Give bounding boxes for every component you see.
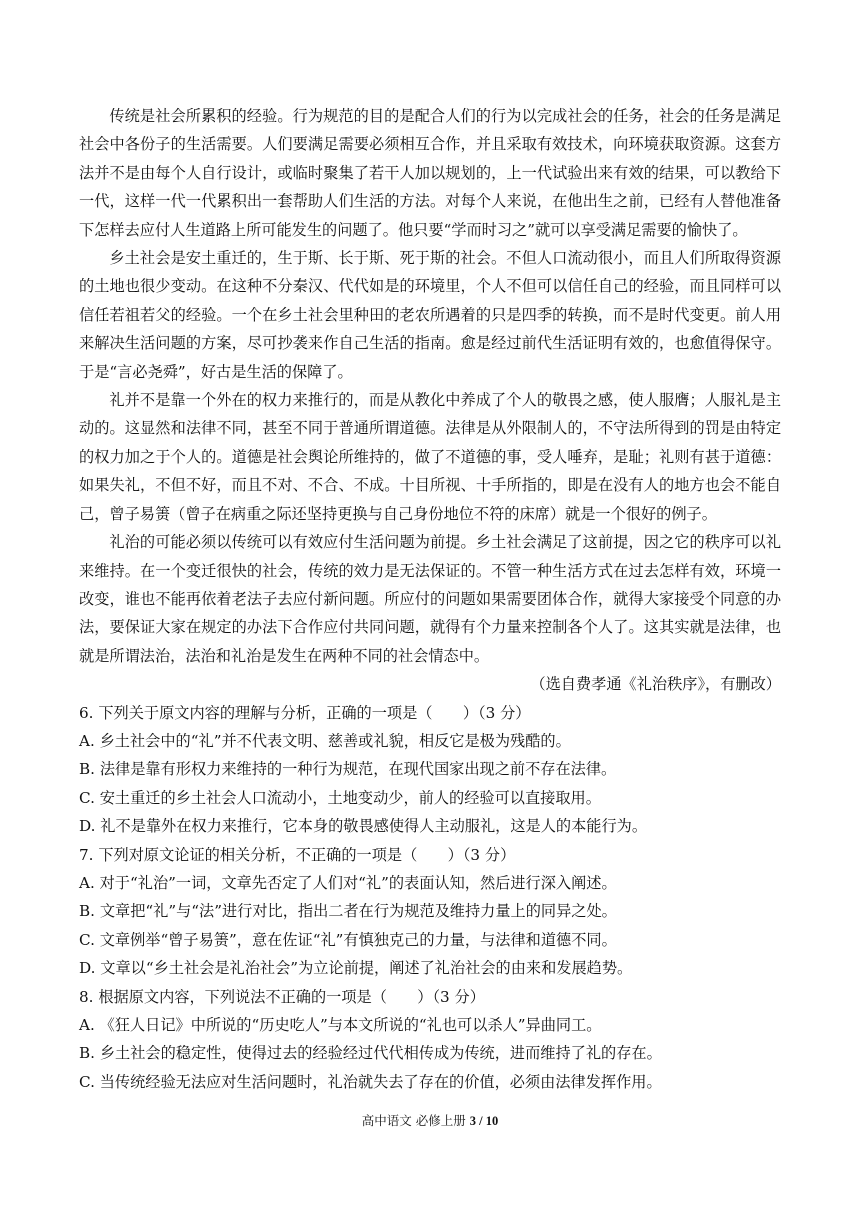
page-content [79, 102, 781, 1096]
question-6 [79, 699, 781, 841]
question-stem: 7. 下列对原文论证的相关分析，不正确的一项是（ ）（3 分） [79, 845, 516, 864]
option-b: B. 乡土社会的稳定性，使得过去的经验经过代代相传成为传统，进而维持了礼的存在。 [79, 1044, 662, 1063]
option-c: C. 当传统经验无法应对生活问题时，礼治就失去了存在的价值，必须由法律发挥作用。 [79, 1072, 662, 1091]
page-footer [0, 1111, 860, 1131]
question-8 [79, 983, 781, 1097]
option-d: D. 文章以“乡土社会是礼治社会”为立论前提，阐述了礼治社会的由来和发展趋势。 [79, 959, 633, 978]
option-d: D. 礼不是靠外在权力来推行，它本身的敬畏感使得人主动服礼，这是人的本能行为。 [79, 817, 648, 836]
option-c: C. 安土重迁的乡土社会人口流动小，土地变动少，前人的经验可以直接取用。 [79, 788, 601, 807]
passage-paragraph-2: 乡土社会是安土重迁的，生于斯、长于斯、死于斯的社会。不但人口流动很小，而且人们所取得资源的土地也很少变动。在这种不分秦汉、代代如是的环境里，个人不但可以信任自己的经验，而且同样可以信任若祖若父的经验。一个在乡土社会里种田的老农所遇着的只是四季的转换，而不是时代变更。前人用来解决生活问题的方案，尽可抄袭来作自己生活的指南。愈是经过前代生活证明有效的，也愈值得保守。于是“言必尧舜”，好古是生活的保障了。 [79, 249, 781, 381]
option-a: A. 对于“礼治”一词，文章先否定了人们对“礼”的表面认知，然后进行深入阐述。 [79, 873, 617, 892]
passage-paragraph-4: 礼治的可能必须以传统可以有效应付生活问题为前提。乡土社会满足了这前提，因之它的秩序可以礼来维持。在一个变迁很快的社会，传统的效力是无法保证的。不管一种生活方式在过去怎样有效，环境一改变，谁也不能再依着老法子去应付新问题。所应付的问题如果需要团体合作，就得大家接受个同意的办法，要保证大家在规定的办法下合作应付共同问题，就得有个力量来控制各个人了。这其实就是法律，也就是所谓法治，法治和礼治是发生在两种不同的社会情态中。 [79, 533, 781, 665]
option-c: C. 文章例举“曾子易箦”，意在佐证“礼”有慎独克己的力量，与法律和道德不同。 [79, 930, 617, 949]
option-a: A. 乡土社会中的“礼”并不代表文明、慈善或礼貌，相反它是极为残酷的。 [79, 731, 571, 750]
page-number: 3 / 10 [469, 1114, 499, 1128]
passage-paragraph-3: 礼并不是靠一个外在的权力来推行的，而是从教化中养成了个人的敬畏之感，使人服膺；人服礼是主动的。这显然和法律不同，甚至不同于普通所谓道德。法律是从外限制人的，不守法所得到的罚是由特定的权力加之于个人的。道德是社会舆论所维持的，做了不道德的事，受人唾弃，是耻；礼则有甚于道德：如果失礼，不但不好，而且不对、不合、不成。十目所视、十手所指的，即是在没有人的地方也会不能自己，曾子易箦（曾子在病重之际还坚持更换与自己身份地位不符的床席）就是一个很好的例子。 [79, 391, 781, 523]
footer-label: 高中语文 必修上册 [361, 1113, 470, 1128]
question-7 [79, 841, 781, 983]
option-b: B. 文章把“礼”与“法”进行对比，指出二者在行为规范及维持力量上的同异之处。 [79, 902, 617, 921]
question-stem: 8. 根据原文内容，下列说法不正确的一项是（ ）（3 分） [79, 987, 485, 1006]
question-stem: 6. 下列关于原文内容的理解与分析，正确的一项是（ ）（3 分） [79, 703, 531, 722]
passage-paragraph-1: 传统是社会所累积的经验。行为规范的目的是配合人们的行为以完成社会的任务，社会的任务是满足社会中各份子的生活需要。人们要满足需要必须相互合作，并且采取有效技术，向环境获取资源。这套方法并不是由每个人自行设计，或临时聚集了若干人加以规划的，上一代试验出来有效的结果，可以教给下一代，这样一代一代累积出一套帮助人们生活的方法。对每个人来说，在他出生之前，已经有人替他准备下怎样去应付人生道路上所可能发生的问题了。他只要“学而时习之”就可以享受满足需要的愉快了。 [79, 107, 781, 239]
option-b: B. 法律是靠有形权力来维持的一种行为规范，在现代国家出现之前不存在法律。 [79, 760, 617, 779]
option-a: A. 《狂人日记》中所说的“历史吃人”与本文所说的“礼也可以杀人”异曲同工。 [79, 1016, 602, 1034]
passage-source: （选自费孝通《礼治秩序》，有删改） [530, 675, 781, 694]
